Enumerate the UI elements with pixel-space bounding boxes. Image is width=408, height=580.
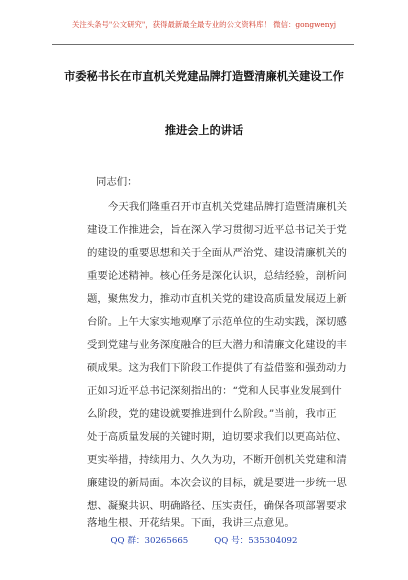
- body-line: 落地生根、开花结果。下面，我讲三点意见。: [87, 517, 295, 529]
- footer-qq-group: QQ 群：30265665: [110, 536, 189, 546]
- body-line: 廉建设的新局面。本次会议的目标，就是要进一步统一思: [87, 477, 347, 489]
- document-title-line2: 推进会上的讲话: [164, 123, 244, 137]
- body-line: 正如习近平总书记深刻指出的：“党和人民事业发展到什: [87, 385, 342, 397]
- body-line: 今天我们隆重召开市直机关党建品牌打造暨清廉机关: [108, 201, 347, 213]
- body-line: 么阶段，党的建设就要推进到什么阶段。”当前，我市正: [87, 408, 337, 420]
- body-line: 题，聚焦发力，推动市直机关党的建设高质量发展迈上新: [87, 293, 347, 305]
- body-line: 建设工作推进会，旨在深入学习贯彻习近平总书记关于党: [87, 224, 347, 236]
- body-line: 处于高质量发展的关键时期，迫切要求我们以更高站位、: [87, 431, 347, 443]
- greeting: 同志们：: [96, 176, 138, 188]
- body-line: 受到党建与业务深度融合的巨大潜力和清廉文化建设的丰: [87, 339, 347, 351]
- body-line: 想、凝聚共识、明确路径、压实责任，确保各项部署要求: [87, 500, 347, 512]
- body-line: 台阶。上午大家实地观摩了示范单位的生动实践，深切感: [87, 316, 347, 328]
- body-line: 硕成果。这为我们下阶段工作提供了有益借鉴和强劲动力: [87, 362, 347, 374]
- header-divider: [52, 44, 354, 45]
- footer-contacts: [0, 535, 408, 547]
- footer-qq-number: QQ 号：535304092: [214, 536, 298, 546]
- document-title-line1: 市委秘书长在市直机关党建品牌打造暨清廉机关建设工作: [64, 69, 344, 83]
- body-line: 更实举措，持续用力、久久为功，不断开创机关党建和清: [87, 454, 347, 466]
- body-line: 的建设的重要思想和关于全面从严治党、建设清廉机关的: [87, 247, 347, 259]
- header-note: 关注头条号"公文研究"，获得最新最全最专业的公文资料库！ 微信：gongwenyj: [71, 20, 337, 29]
- body-line: 重要论述精神。核心任务是深化认识，总结经验，剖析问: [87, 270, 347, 282]
